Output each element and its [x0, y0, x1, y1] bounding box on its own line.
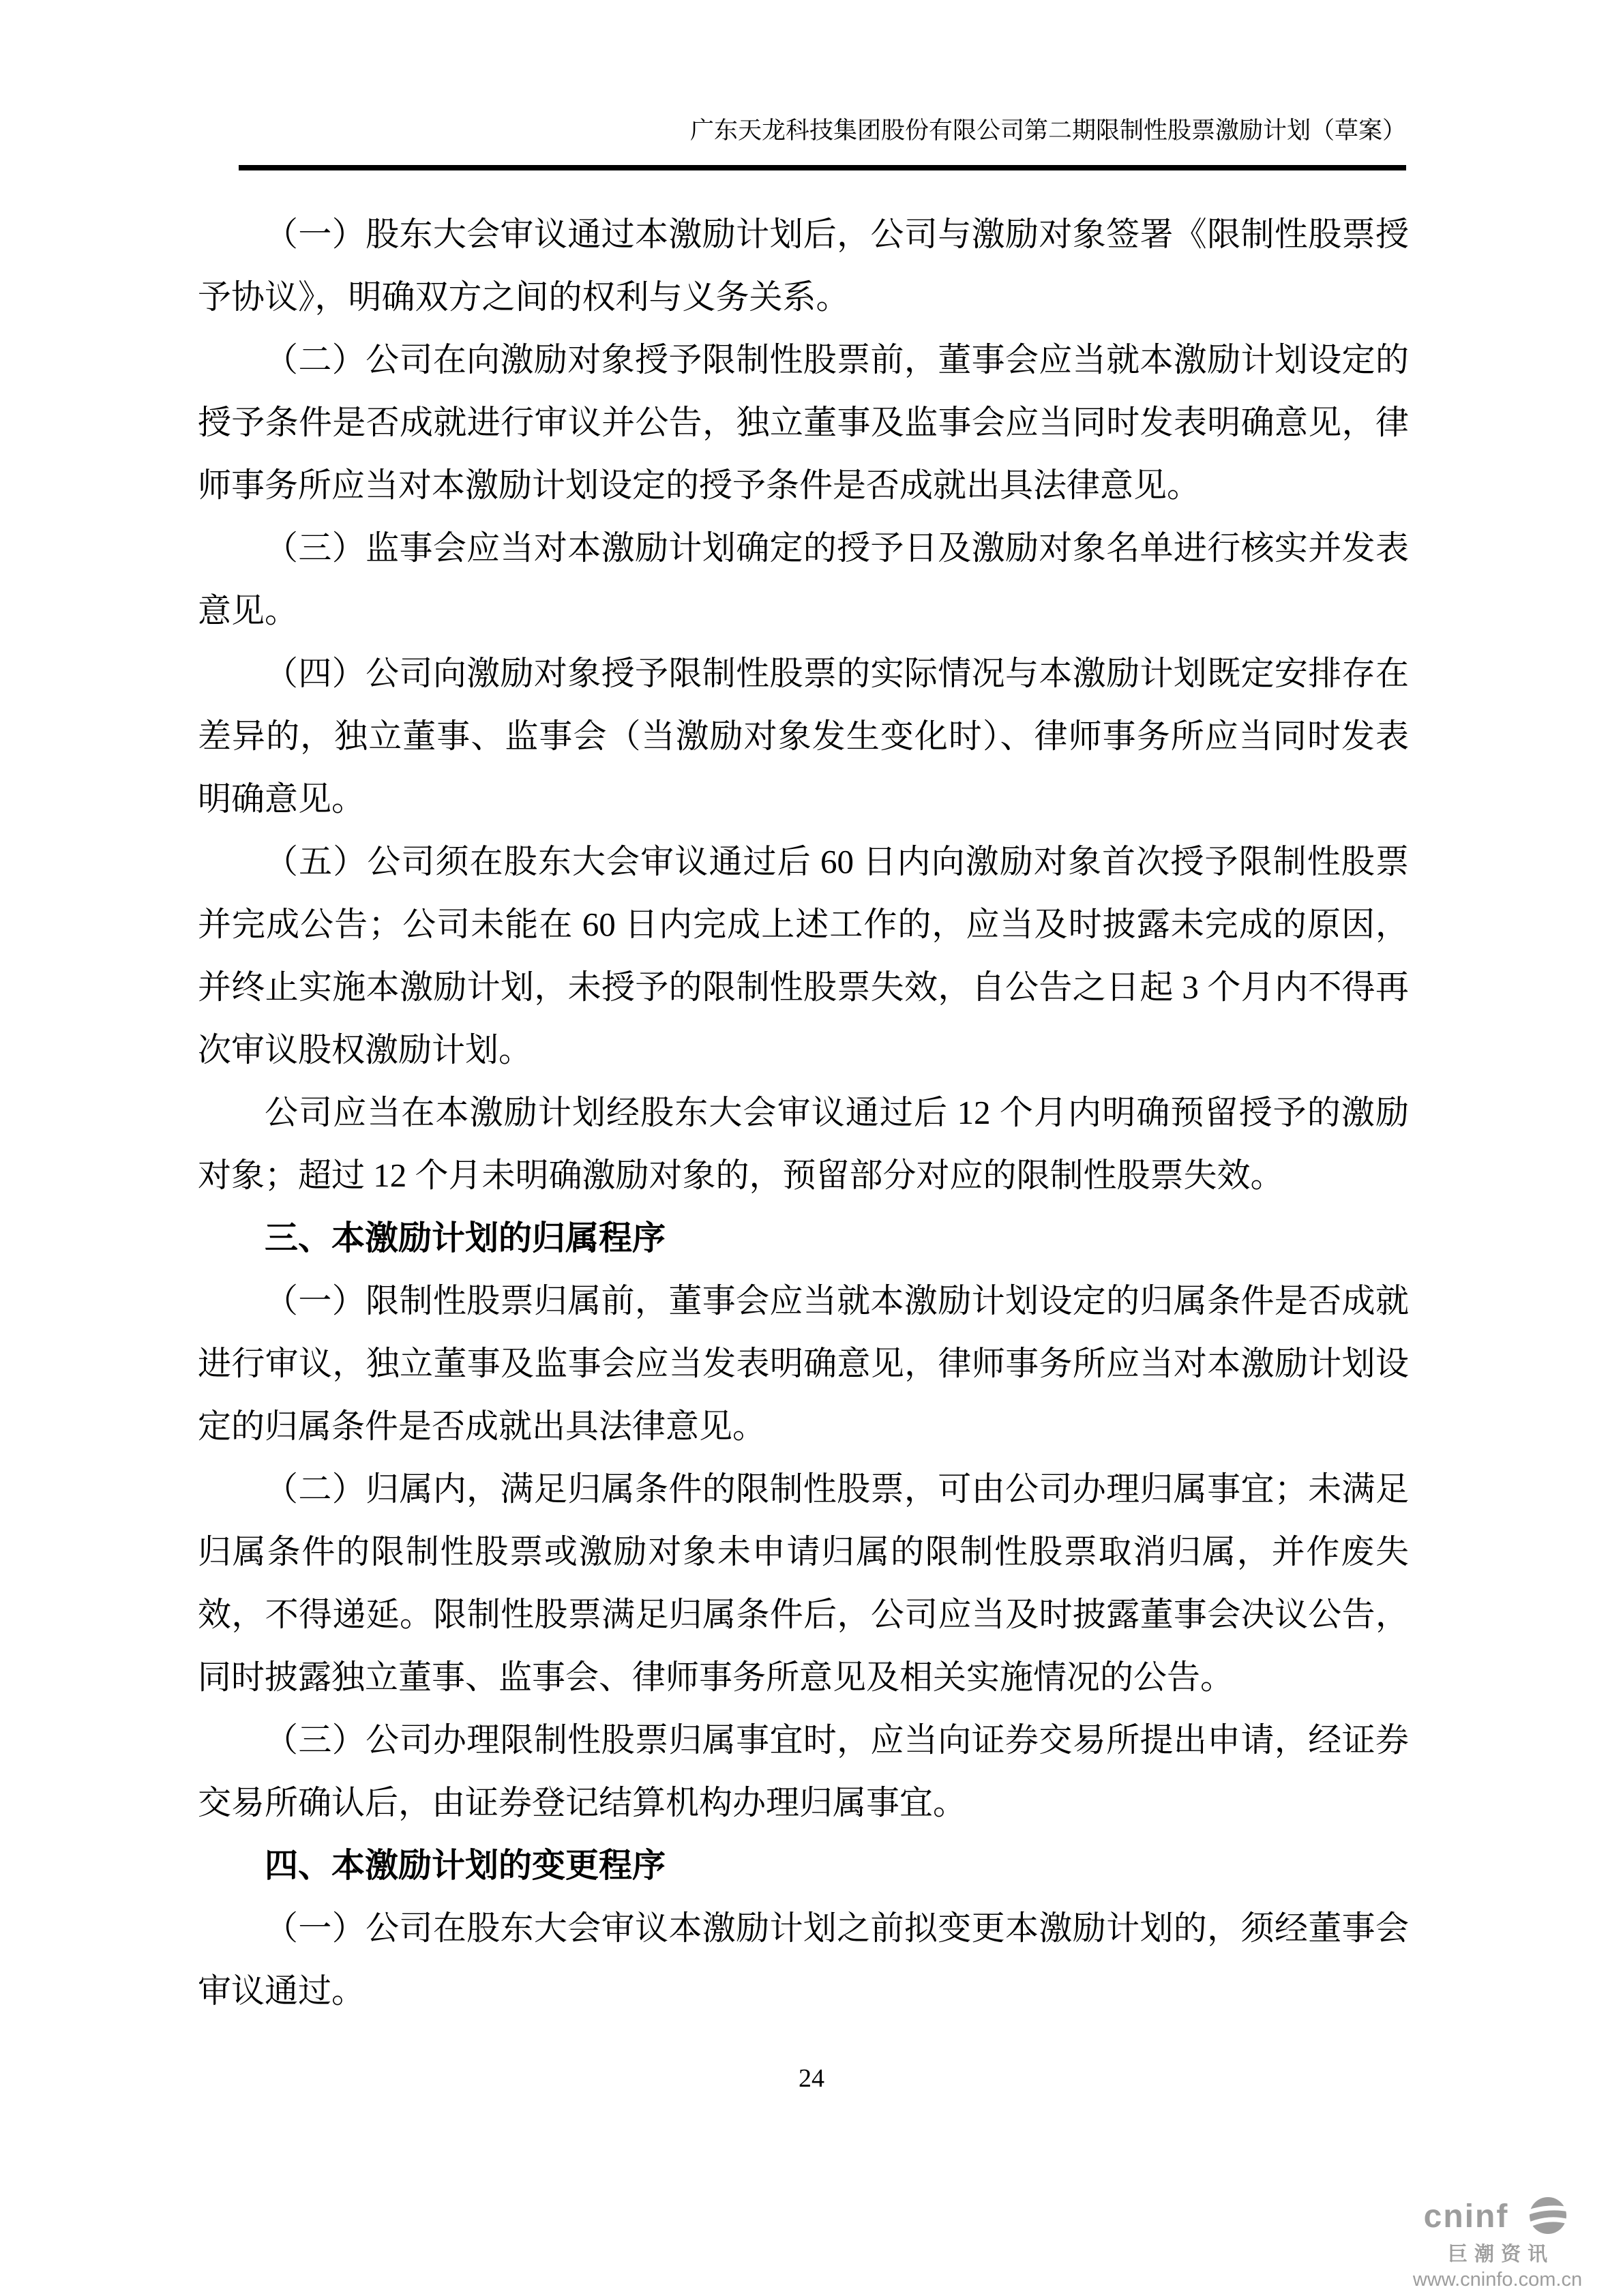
paragraph: （三）公司办理限制性股票归属事宜时，应当向证券交易所提出申请，经证券交易所确认后，由证券登记结算机构办理归属事宜。	[198, 1721, 1409, 1821]
paragraph: （五）公司须在股东大会审议通过后 60 日内向激励对象首次授予限制性股票并完成公告；公司未能在 60 日内完成上述工作的，应当及时披露未完成的原因，并终止实施本激励计划，未授予的限制性股票失效，自公告之日起 3 个月内不得再次审议股权激励计划。	[198, 843, 1409, 1069]
paragraph: 公司应当在本激励计划经股东大会审议通过后 12 个月内明确预留授予的激励对象；超过 12 个月未明确激励对象的，预留部分对应的限制性股票失效。	[198, 1094, 1409, 1194]
paragraph: （一）限制性股票归属前，董事会应当就本激励计划设定的归属条件是否成就进行审议，独立董事及监事会应当发表明确意见，律师事务所应当对本激励计划设定的归属条件是否成就出具法律意见。	[198, 1282, 1409, 1445]
paragraph: （四）公司向激励对象授予限制性股票的实际情况与本激励计划既定安排存在差异的，独立董事、监事会（当激励对象发生变化时）、律师事务所应当同时发表明确意见。	[198, 655, 1409, 818]
cninfo-brand-text: cninf	[1423, 2198, 1509, 2235]
section-heading: 三、本激励计划的归属程序	[265, 1219, 666, 1257]
paragraph: （二）公司在向激励对象授予限制性股票前，董事会应当就本激励计划设定的授予条件是否成就进行审议并公告，独立董事及监事会应当同时发表明确意见，律师事务所应当对本激励计划设定的授予条件是否成就出具法律意见。	[198, 341, 1409, 504]
cninfo-logo-row	[1382, 2194, 1613, 2239]
paragraph: （三）监事会应当对本激励计划确定的授予日及激励对象名单进行核实并发表意见。	[198, 529, 1409, 629]
header-divider-rule	[239, 165, 1406, 170]
paragraph: （一）公司在股东大会审议本激励计划之前拟变更本激励计划的，须经董事会审议通过。	[198, 1909, 1409, 2010]
document-header-title: 广东天龙科技集团股份有限公司第二期限制性股票激励计划（草案）	[689, 117, 1406, 144]
globe-tide-icon	[1513, 2194, 1571, 2239]
paragraph: （二）归属内，满足归属条件的限制性股票，可由公司办理归属事宜；未满足归属条件的限制性股票或激励对象未申请归属的限制性股票取消归属，并作废失效，不得递延。限制性股票满足归属条件后，公司应当及时披露董事会决议公告，同时披露独立董事、监事会、律师事务所意见及相关实施情况的公告。	[198, 1470, 1409, 1696]
paragraph: （一）股东大会审议通过本激励计划后，公司与激励对象签署《限制性股票授予协议》，明确双方之间的权利与义务关系。	[198, 215, 1409, 316]
cninfo-name-cn: 巨潮资讯	[1447, 2243, 1554, 2265]
section-heading: 四、本激励计划的变更程序	[265, 1847, 666, 1884]
cninfo-url-text: www.cninfo.com.cn	[1412, 2269, 1583, 2291]
document-body	[198, 203, 1409, 2023]
page-number: 24	[799, 2064, 824, 2093]
cninfo-watermark	[1382, 2194, 1613, 2290]
